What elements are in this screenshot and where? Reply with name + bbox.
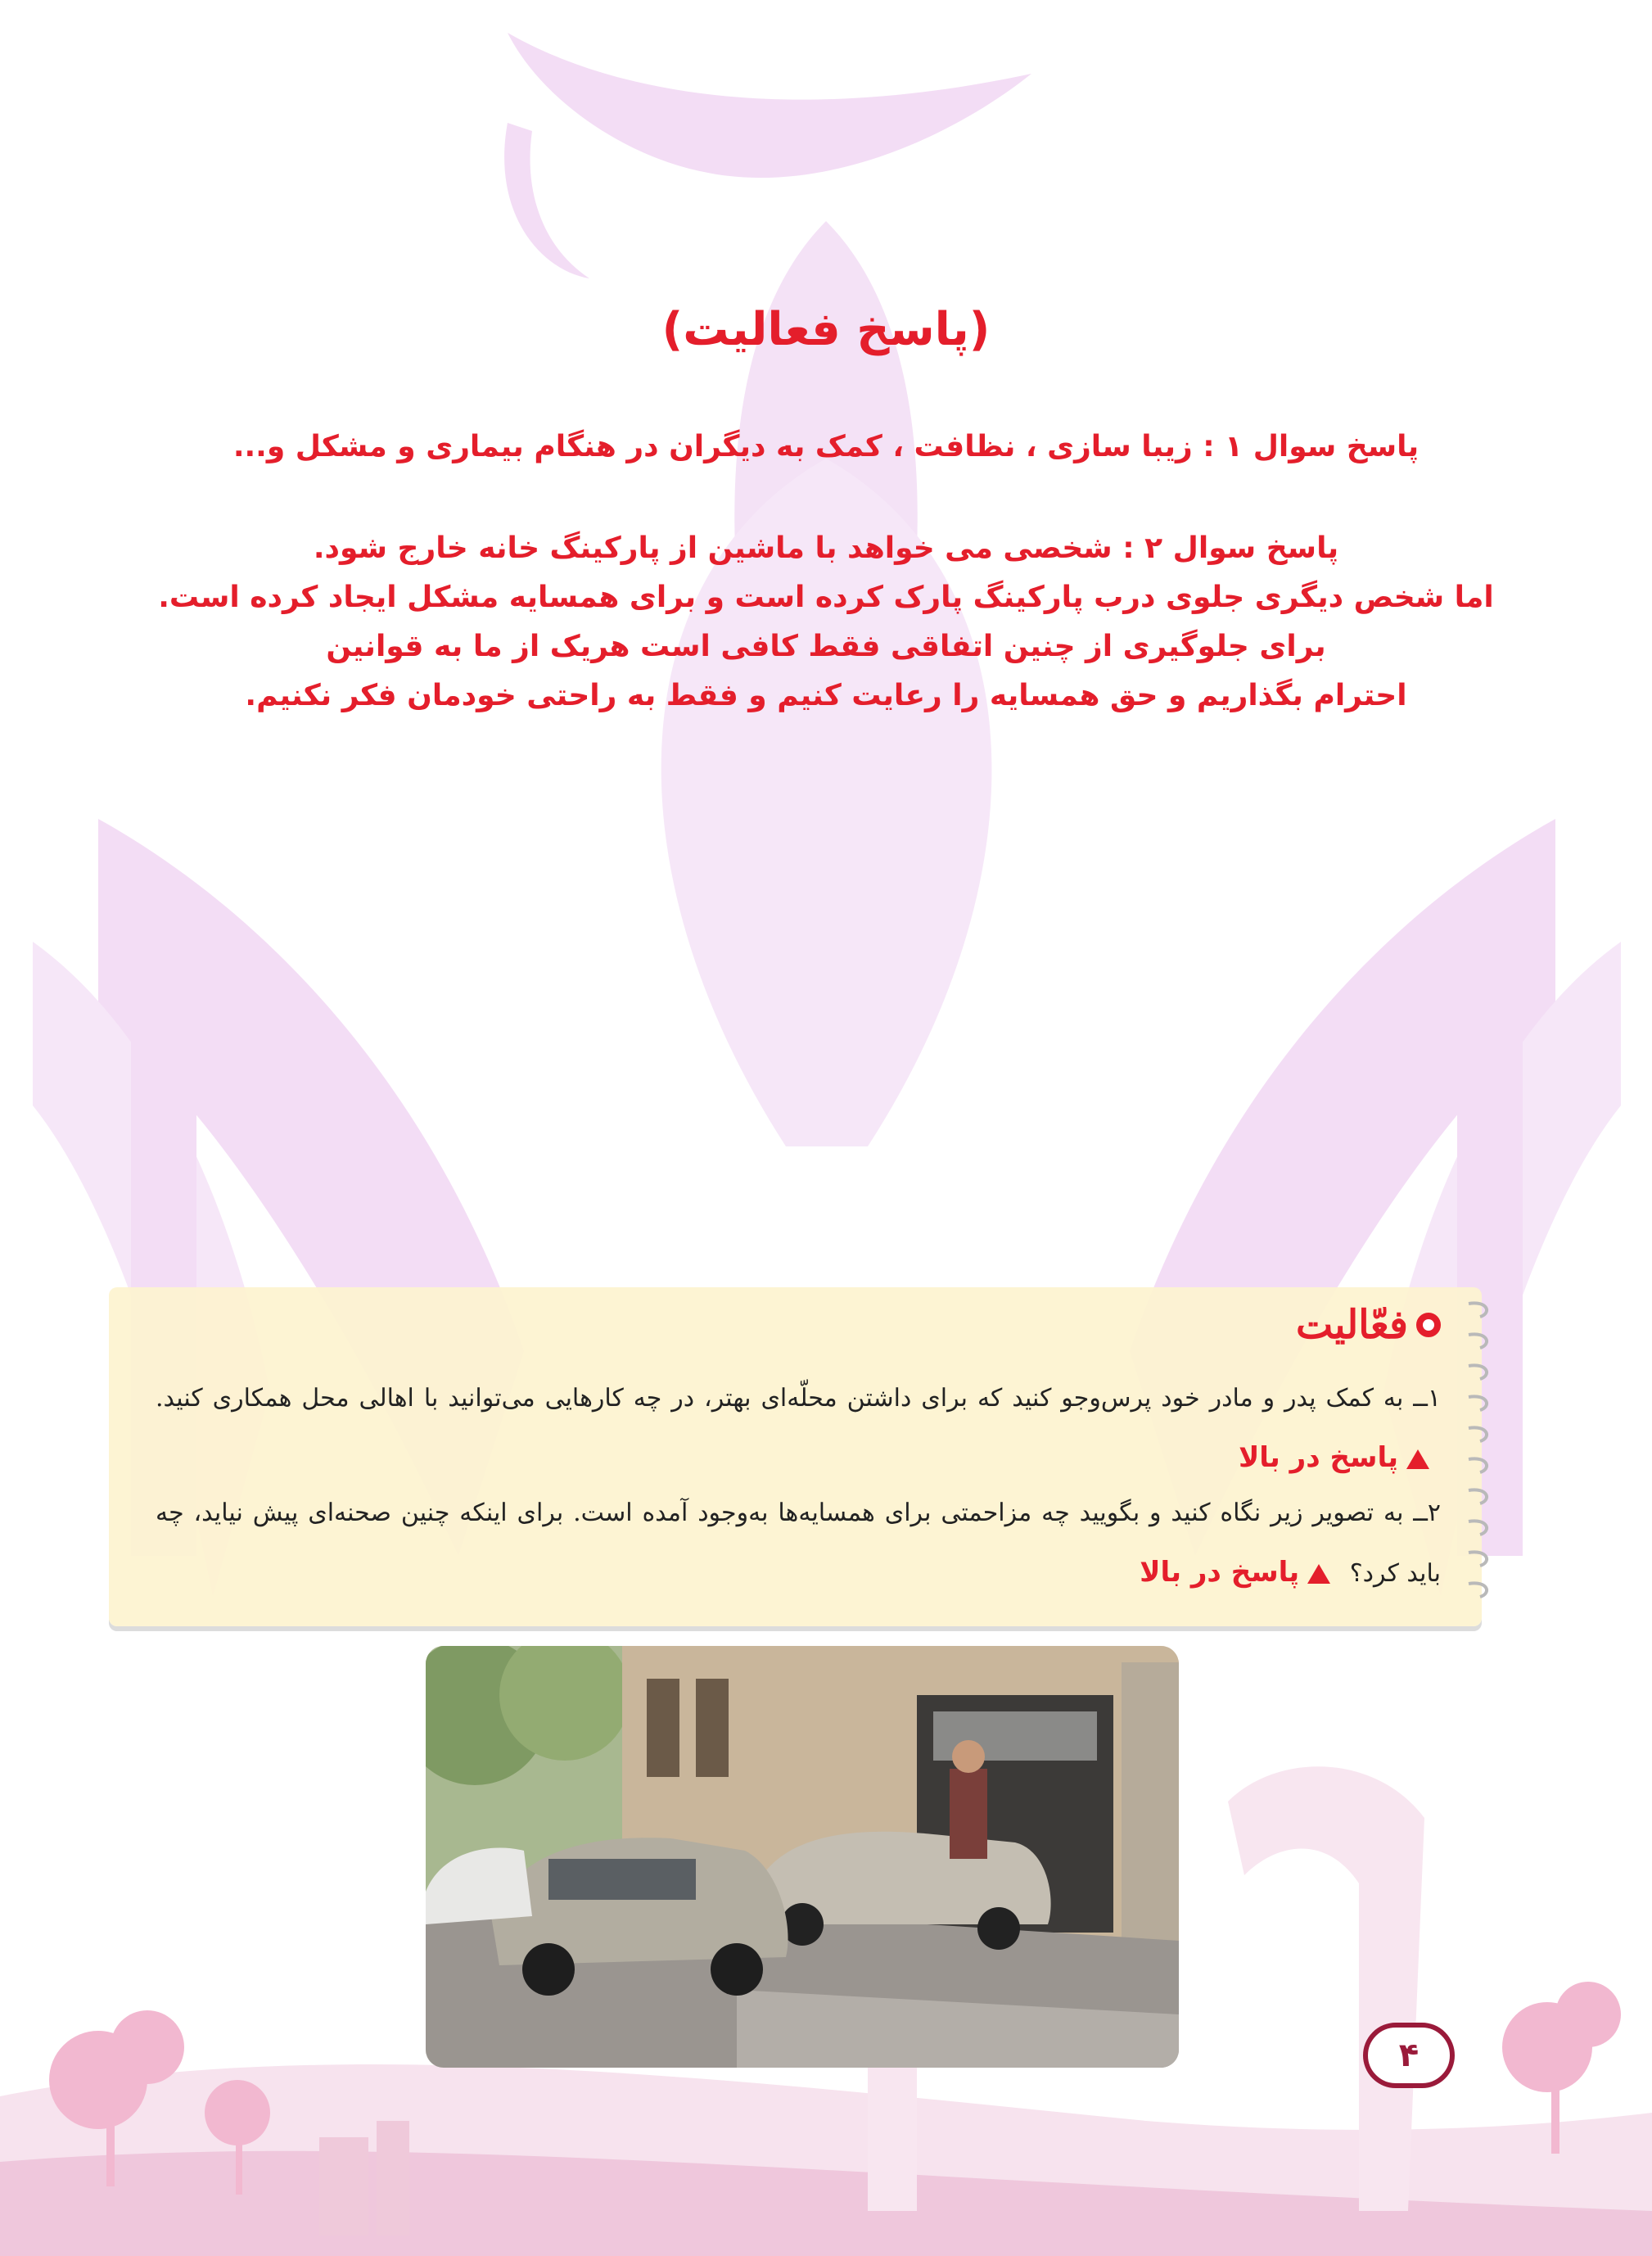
answer-q2-line: احترام بگذاریم و حق همسایه را رعایت کنیم و فقط به راحتی خودمان فکر نکنیم.: [245, 679, 1407, 712]
answer-question-2: [123, 524, 1529, 721]
notebook-spiral-icon: [1464, 1295, 1496, 1615]
page-number: ۴: [1363, 2023, 1455, 2088]
triangle-icon: [1307, 1564, 1330, 1584]
triangle-icon: [1406, 1449, 1429, 1469]
answer-question-1: پاسخ سوال ۱ : زیبا سازی ، نظافت ، کمک به دیگران در هنگام بیماری و مشکل و...: [232, 430, 1420, 463]
parking-photo: [426, 1646, 1179, 2068]
activity-heading-label: فعّالیت: [1296, 1302, 1408, 1348]
answer-q2-line: اما شخص دیگری جلوی درب پارکینگ پارک کرده است و برای همسایه مشکل ایجاد کرده است.: [158, 581, 1494, 614]
activity-box: [109, 1287, 1482, 1626]
answer-tag-2-label: پاسخ در بالا: [1140, 1556, 1300, 1589]
answer-tag-2: [1140, 1556, 1330, 1589]
answer-tag-1-label: پاسخ در بالا: [1238, 1441, 1398, 1474]
circle-bullet-icon: [1416, 1313, 1441, 1337]
answer-q2-line: برای جلوگیری از چنین اتفاقی فقط کافی است هریک از ما به قوانین: [326, 630, 1326, 663]
answer-title: (پاسخ فعالیت): [661, 303, 991, 356]
answer-tag-1: [1239, 1441, 1429, 1474]
activity-item-2: [156, 1484, 1441, 1603]
activity-item-1: [156, 1369, 1441, 1489]
parking-illustration: [426, 1646, 1179, 2068]
answer-q2-line: پاسخ سوال ۲ : شخصی می خواهد با ماشین از پارکینگ خانه خارج شود.: [313, 531, 1339, 565]
activity-item-2-text: ۲ــ به تصویر زیر نگاه کنید و بگویید چه مزاحمتی برای همسایه‌ها به‌وجود آمده است. برای اینکه چنین صحنه‌ای پیش نیاید، چه باید کرد؟: [156, 1499, 1441, 1588]
activity-item-1-text: ۱ــ به کمک پدر و مادر خود پرس‌وجو کنید که برای داشتن محلّه‌ای بهتر، در چه کارهایی می‌توانید با اهالی محل همکاری کنید.: [156, 1384, 1441, 1413]
activity-heading: [1296, 1302, 1441, 1348]
